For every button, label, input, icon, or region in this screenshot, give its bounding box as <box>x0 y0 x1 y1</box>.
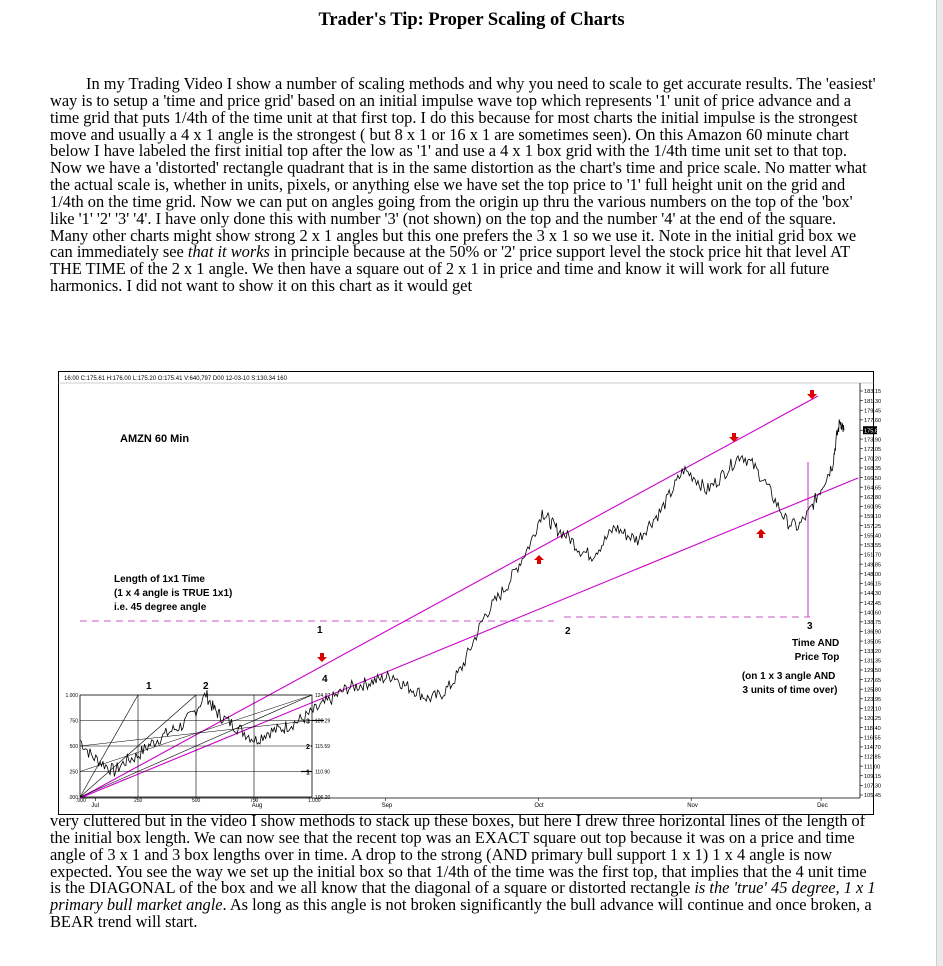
y-tick-label: 181.30 <box>864 398 882 405</box>
y-tick-label: 135.05 <box>864 639 882 646</box>
y-tick-label: 105.45 <box>864 793 882 800</box>
box-price-label: 106.20 <box>315 795 331 801</box>
y-tick-label: 172.05 <box>864 446 882 453</box>
y-tick-label: 127.65 <box>864 677 882 684</box>
x-month-label: Nov <box>687 803 698 809</box>
y-tick-label: 109.15 <box>864 773 882 780</box>
document-title: Trader's Tip: Proper Scaling of Charts <box>318 10 625 30</box>
y-tick-label: 125.80 <box>864 687 882 694</box>
box-top-label-1: 1 <box>146 681 152 692</box>
y-tick-label: 111.00 <box>864 764 881 771</box>
box-line-marker: 3 <box>306 718 310 726</box>
x-month-label: Sep <box>381 803 393 809</box>
length-note-line-2: (1 x 4 angle is TRUE 1x1) <box>114 588 233 599</box>
angle-note-line-1: (on 1 x 3 angle AND <box>741 671 836 682</box>
y-tick-label: 123.95 <box>864 697 882 704</box>
y-tick-label: 170.20 <box>864 456 882 463</box>
chart-header-readout: 16:00 C:175.61 H:176.00 L:175.20 O:175.41 V:640,797 D00 12-03-10 S:130.34 160 <box>64 376 287 382</box>
y-tick-label: 146.15 <box>864 581 882 588</box>
intro-paragraph <box>50 76 876 295</box>
box-x-label: 500 <box>192 798 201 804</box>
wave-label-1: 1 <box>317 625 323 636</box>
y-tick-label: 151.70 <box>864 552 882 559</box>
y-tick-label: 149.85 <box>864 562 882 569</box>
x-month-label: Oct <box>534 803 544 809</box>
y-tick-label: 157.25 <box>864 523 882 530</box>
y-tick-label: 118.40 <box>864 725 881 732</box>
paragraph-1-text-a: In my Trading Video I show a number of scaling methods and why you need to scale to get accurate results. The 'easiest' way is to setup a 'time and price grid' based on an initial impulse wave top which represents '1' unit of price advance and a time grid that puts 1/4th of the time unit at that first top. I do this because for most charts the initial impulse is the strongest move and usually a 4 x 1 angle is the strongest ( but 8 x 1 or 16 x 1 are sometimes seen). On this Amazon 60 minute chart below I have labeled the first initial top after the low as '1' and use a 4 x 1 box grid with the 1/4th time unit set to that top. Now we have a 'distorted' rectangle quadrant that is in the same distortion as the chart's time and price scale. No matter what the actual scale is, whether in units, pixels, or anything else we have set the top price to '1' full height unit on the grid and 1/4th on the time grid. Now we can put on angles going from the origin up thru the various numbers on the top of the 'box' like '1' '2' '3' '4'. I have only done this with number '3' (not shown) on the top and the number '4' at the end of the square. Many other charts might show strong 2 x 1 angles but this one prefers the 3 x 1 so we use it. Note in the initial grid box we can immediately see <box>50 74 876 262</box>
y-tick-label: 140.60 <box>864 610 882 617</box>
box-price-label: 120.29 <box>315 718 331 725</box>
y-tick-label: 107.30 <box>864 783 882 790</box>
length-note-line-3: i.e. 45 degree angle <box>114 602 207 613</box>
y-tick-label: 160.95 <box>864 504 882 511</box>
box-line-marker: 2 <box>306 744 310 751</box>
box-y-label: .000 <box>68 795 78 801</box>
box-top-label-2: 2 <box>203 681 209 692</box>
box-x-label: 250 <box>134 798 143 804</box>
y-tick-label: 114.70 <box>864 745 881 752</box>
box-price-label: 115.59 <box>315 744 330 750</box>
y-tick-label: 144.30 <box>864 591 882 598</box>
paragraph-2-italic: is the 'true' 45 degree, 1 x 1 primary bull market angle <box>50 878 876 915</box>
box-x-label: .000 <box>76 798 86 804</box>
y-tick-label: 120.25 <box>864 716 882 723</box>
y-tick-label: 133.20 <box>864 648 882 655</box>
box-y-label: 750 <box>69 718 78 725</box>
y-tick-label: 116.55 <box>864 735 881 742</box>
y-tick-label: 129.50 <box>864 668 882 675</box>
box-x-label: 1.000 <box>308 798 321 804</box>
page-right-border <box>936 0 943 966</box>
wave-label-3: 3 <box>807 621 813 632</box>
y-tick-label: 159.10 <box>864 514 882 521</box>
y-tick-label: 179.45 <box>864 408 882 415</box>
y-tick-label: 177.60 <box>864 418 882 425</box>
box-y-label: 250 <box>69 769 78 776</box>
length-note-line-1: Length of 1x1 Time <box>114 574 205 585</box>
box-x-label: 750 <box>250 798 259 804</box>
y-tick-label: 166.50 <box>864 475 882 482</box>
box-y-label: 1.000 <box>65 693 78 699</box>
top-note-line-1: Time AND <box>791 638 840 649</box>
y-tick-label: 153.55 <box>864 543 882 550</box>
y-tick-label: 138.75 <box>864 620 882 627</box>
last-price-label: 175.61 <box>864 428 882 435</box>
top-note-line-2: Price Top <box>794 652 840 663</box>
amzn-chart <box>58 371 882 815</box>
y-tick-label: 168.35 <box>864 466 882 473</box>
y-tick-label: 183.15 <box>864 389 882 396</box>
chart-title: AMZN 60 Min <box>120 433 190 445</box>
paragraph-2-text-a: very cluttered but in the video I show methods to stack up these boxes, but here I drew three horizontal lines of the length of the initial box length. We can now see that the recent top was an EXACT square out top because it was on a price and time angle of 3 x 1 and 3 box lengths over in time. A drop to the strong (AND primary bull support 1 x 1) 1 x 4 angle is now expected. You see the way we set up the initial box so that 1/4th of the time was the first top, that implies that the 4 unit time is the DIAGONAL of the box and we all know that the diagonal of a square or distorted rectangle <box>50 811 867 898</box>
y-tick-label: 131.35 <box>864 658 882 665</box>
y-tick-label: 162.80 <box>864 495 882 502</box>
box-y-label: 500 <box>69 744 78 750</box>
y-tick-label: 155.40 <box>864 533 882 540</box>
y-tick-label: 136.90 <box>864 629 882 636</box>
angle-note-line-2: 3 units of time over) <box>742 685 838 696</box>
x-month-label: Aug <box>251 803 263 809</box>
y-axis-ticks <box>860 389 881 799</box>
wave-label-2: 2 <box>565 626 571 637</box>
box-price-label: 124.97 <box>315 693 331 699</box>
x-month-label: Jul <box>91 803 99 809</box>
y-tick-label: 112.85 <box>864 754 881 761</box>
y-tick-label: 122.10 <box>864 706 882 713</box>
conclusion-paragraph <box>50 813 876 931</box>
y-tick-label: 148.00 <box>864 571 882 578</box>
box-line-marker: 1 <box>306 769 310 777</box>
x-month-label: Dec <box>817 803 828 809</box>
paragraph-2-text-b: . As long as this angle is not broken significantly the bull advance will continue and once broken, a BEAR trend will start. <box>50 895 872 932</box>
paragraph-1-text-b: in principle because at the 50% or '2' price support level the stock price hit that level AT THE TIME of the 2 x 1 angle. We then have a square out of 2 x 1 in price and time and know it will work for all future harmonics. I did not want to show it on this chart as it would get <box>50 242 850 296</box>
y-tick-label: 142.45 <box>864 600 882 607</box>
box-corner-label-4: 4 <box>322 674 328 685</box>
y-tick-label: 173.90 <box>864 437 882 444</box>
paragraph-1-italic: that it works <box>187 242 270 262</box>
y-tick-label: 164.65 <box>864 485 882 492</box>
box-price-label: 110.90 <box>315 769 330 776</box>
